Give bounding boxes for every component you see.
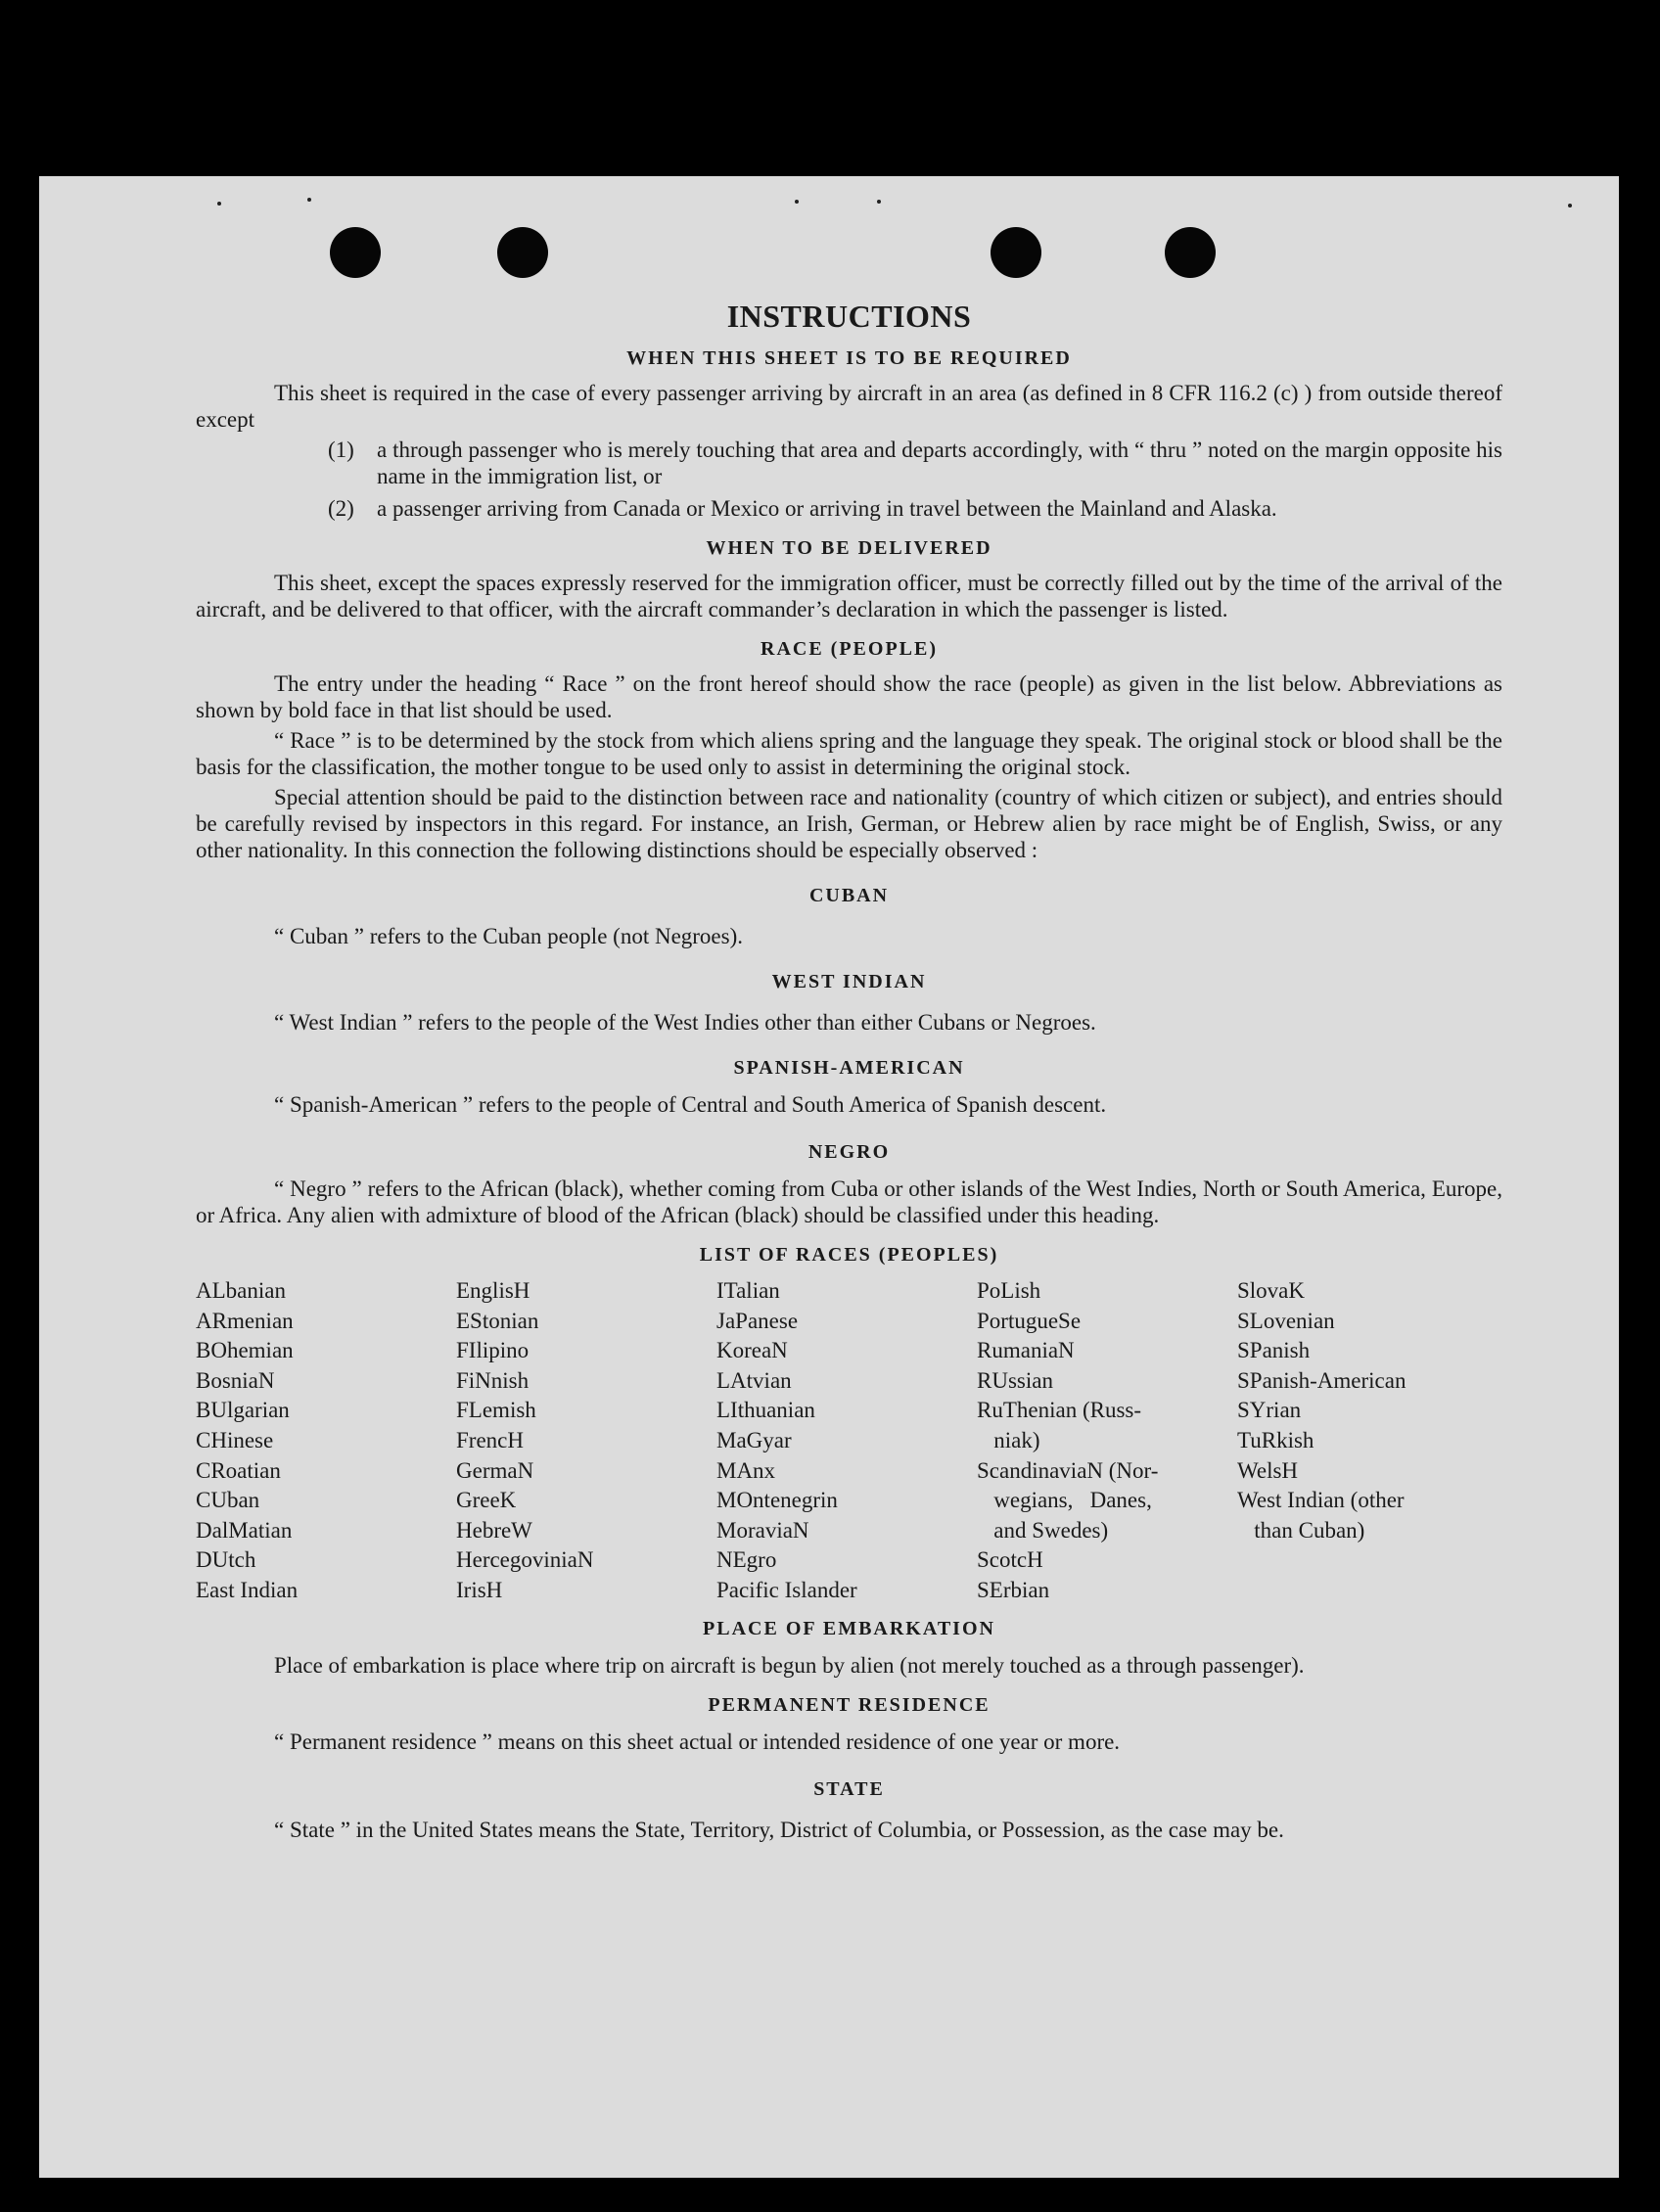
race-entry: FrencH: [456, 1427, 524, 1452]
race-entry: RumaniaN: [977, 1338, 1075, 1363]
race-entry: MaGyar: [716, 1427, 792, 1452]
race-entry: RuThenian (Russ-: [977, 1398, 1142, 1423]
west-indian-text: “ West Indian ” refers to the people of the West Indies other than either Cubans or Negroes.: [274, 1010, 1096, 1035]
race-entry: PoLish: [977, 1278, 1041, 1303]
races-column: [456, 1276, 716, 1606]
negro-text: “ Negro ” refers to the African (black), whether coming from Cuba or other islands of the West Indies, North or South America, Europe, or Africa. Any alien with admixture of blood of the African (black) should be classified under this heading.: [196, 1176, 1502, 1227]
race-entry: ITalian: [716, 1278, 780, 1303]
race-entry: CHinese: [196, 1427, 274, 1452]
race-entry: LIthuanian: [716, 1398, 815, 1423]
race-entry: FiNnish: [456, 1367, 530, 1393]
document-sheet: [39, 176, 1619, 2178]
item-number: (2): [328, 496, 354, 521]
races-list: [196, 1276, 1502, 1606]
race-entry: JaPanese: [716, 1308, 799, 1333]
race-entry: EnglisH: [456, 1278, 530, 1303]
race-entry: GreeK: [456, 1488, 517, 1513]
race-entry: CUban: [196, 1488, 260, 1513]
residence-text: “ Permanent residence ” means on this sheet actual or intended residence of one year or more.: [274, 1728, 1121, 1754]
heading-required: WHEN THIS SHEET IS TO BE REQUIRED: [626, 347, 1072, 369]
races-column: [196, 1276, 456, 1606]
race-entry: NEgro: [716, 1547, 777, 1573]
exception-item: [328, 495, 1502, 522]
punch-hole: [991, 227, 1041, 278]
delivered-text: This sheet, except the spaces expressly reserved for the immigration officer, must be correctly filled out by the time of the arrival of the aircraft, and be delivered to that officer, with the aircraft commander’s declaration in which the passenger is listed.: [196, 571, 1502, 622]
race-entry: TuRkish: [1237, 1427, 1314, 1452]
race-entry: MoraviaN: [716, 1517, 809, 1543]
heading-west-indian: WEST INDIAN: [771, 971, 927, 992]
heading-permanent-residence: PERMANENT RESIDENCE: [708, 1693, 991, 1716]
race-paragraph-2: “ Race ” is to be determined by the stock from which aliens spring and the language they speak. The original stock or blood shall be the basis for the classification, the mother tongue to be used only to assist in determining the original stock.: [196, 728, 1502, 779]
exception-item: [328, 437, 1502, 489]
race-entry: SErbian: [977, 1577, 1050, 1602]
item-number: (1): [328, 438, 354, 462]
race-entry: East Indian: [196, 1577, 299, 1602]
race-entry: GermaN: [456, 1457, 534, 1483]
item-text: a through passenger who is merely touching that area and departs accordingly, with “ thru ” noted on the margin opposite his name in the immigration list, or: [377, 438, 1502, 488]
race-entry: FIlipino: [456, 1338, 530, 1363]
race-entry: WelsH: [1237, 1457, 1299, 1483]
race-entry: Pacific Islander: [716, 1577, 857, 1602]
race-entry: PortugueSe: [977, 1308, 1082, 1333]
heading-negro: NEGRO: [807, 1141, 891, 1163]
race-entry: HebreW: [456, 1517, 532, 1543]
embarkation-text: Place of embarkation is place where trip on aircraft is begun by alien (not merely touched as a through passenger).: [274, 1652, 1305, 1678]
heading-delivered: WHEN TO BE DELIVERED: [706, 537, 992, 559]
speck: [307, 198, 311, 202]
race-entry: HercegoviniaN: [456, 1547, 594, 1573]
instructions-content: [196, 299, 1502, 1847]
race-paragraph-3: Special attention should be paid to the distinction between race and nationality (country of which citizen or subject), and entries should be carefully revised by inspectors in this regard. For instance, an Irish, German, or Hebrew alien by race might be of English, Swiss, or any other nationality. In this connection the following distinctions should be especially observed :: [196, 785, 1502, 862]
race-entry: niak): [977, 1427, 1040, 1452]
race-entry: KoreaN: [716, 1338, 788, 1363]
race-entry: SPanish-American: [1237, 1367, 1406, 1393]
heading-spanish-american: SPANISH-AMERICAN: [733, 1057, 965, 1079]
race-entry: SYrian: [1237, 1398, 1302, 1423]
speck: [877, 200, 881, 204]
page-title: INSTRUCTIONS: [726, 299, 972, 334]
race-entry: BosniaN: [196, 1367, 275, 1393]
race-entry: CRoatian: [196, 1457, 281, 1483]
punch-hole: [497, 227, 548, 278]
race-entry: SLovenian: [1237, 1308, 1335, 1333]
race-entry: MAnx: [716, 1457, 776, 1483]
race-entry: than Cuban): [1237, 1517, 1365, 1543]
race-entry: EStonian: [456, 1308, 539, 1333]
heading-embarkation: PLACE OF EMBARKATION: [703, 1617, 995, 1639]
races-column: [977, 1276, 1237, 1606]
races-column: [1237, 1276, 1502, 1606]
required-intro: This sheet is required in the case of every passenger arriving by aircraft in an area (as defined in 8 CFR 116.2 (c) ) from outside thereof except: [196, 381, 1502, 432]
race-entry: and Swedes): [977, 1517, 1109, 1543]
state-text: “ State ” in the United States means the State, Territory, District of Columbia, or Possession, as the case may be.: [274, 1817, 1284, 1842]
race-entry: BOhemian: [196, 1338, 294, 1363]
race-entry: LAtvian: [716, 1367, 792, 1393]
speck: [217, 202, 221, 206]
heading-cuban: CUBAN: [808, 885, 890, 906]
race-paragraph-1: The entry under the heading “ Race ” on the front hereof should show the race (people) as given in the list below. Abbreviations as shown by bold face in that list should be used.: [196, 671, 1502, 722]
race-entry: FLemish: [456, 1398, 536, 1423]
heading-race: RACE (PEOPLE): [761, 638, 938, 660]
race-entry: ScotcH: [977, 1547, 1043, 1573]
race-entry: ALbanian: [196, 1278, 286, 1303]
race-entry: RUssian: [977, 1367, 1053, 1393]
punch-hole: [1165, 227, 1216, 278]
race-entry: SlovaK: [1237, 1278, 1305, 1303]
cuban-text: “ Cuban ” refers to the Cuban people (not Negroes).: [274, 924, 744, 948]
race-entry: SPanish: [1237, 1338, 1311, 1363]
race-entry: MOntenegrin: [716, 1488, 838, 1513]
heading-list-of-races: LIST OF RACES (PEOPLES): [699, 1244, 999, 1266]
race-entry: BUlgarian: [196, 1398, 290, 1423]
item-text: a passenger arriving from Canada or Mexico or arriving in travel between the Mainland and Alaska.: [377, 496, 1277, 521]
races-column: [716, 1276, 977, 1606]
race-entry: DalMatian: [196, 1517, 293, 1543]
speck: [1568, 204, 1572, 207]
race-entry: wegians, Danes,: [977, 1488, 1152, 1513]
heading-state: STATE: [813, 1777, 885, 1800]
spanish-american-text: “ Spanish-American ” refers to the people of Central and South America of Spanish descent.: [274, 1092, 1107, 1117]
race-entry: ARmenian: [196, 1308, 294, 1333]
race-entry: West Indian (other: [1237, 1488, 1405, 1513]
race-entry: DUtch: [196, 1547, 256, 1573]
race-entry: IrisH: [456, 1577, 503, 1602]
speck: [795, 200, 799, 204]
punch-hole: [330, 227, 381, 278]
race-entry: ScandinaviaN (Nor-: [977, 1457, 1159, 1483]
